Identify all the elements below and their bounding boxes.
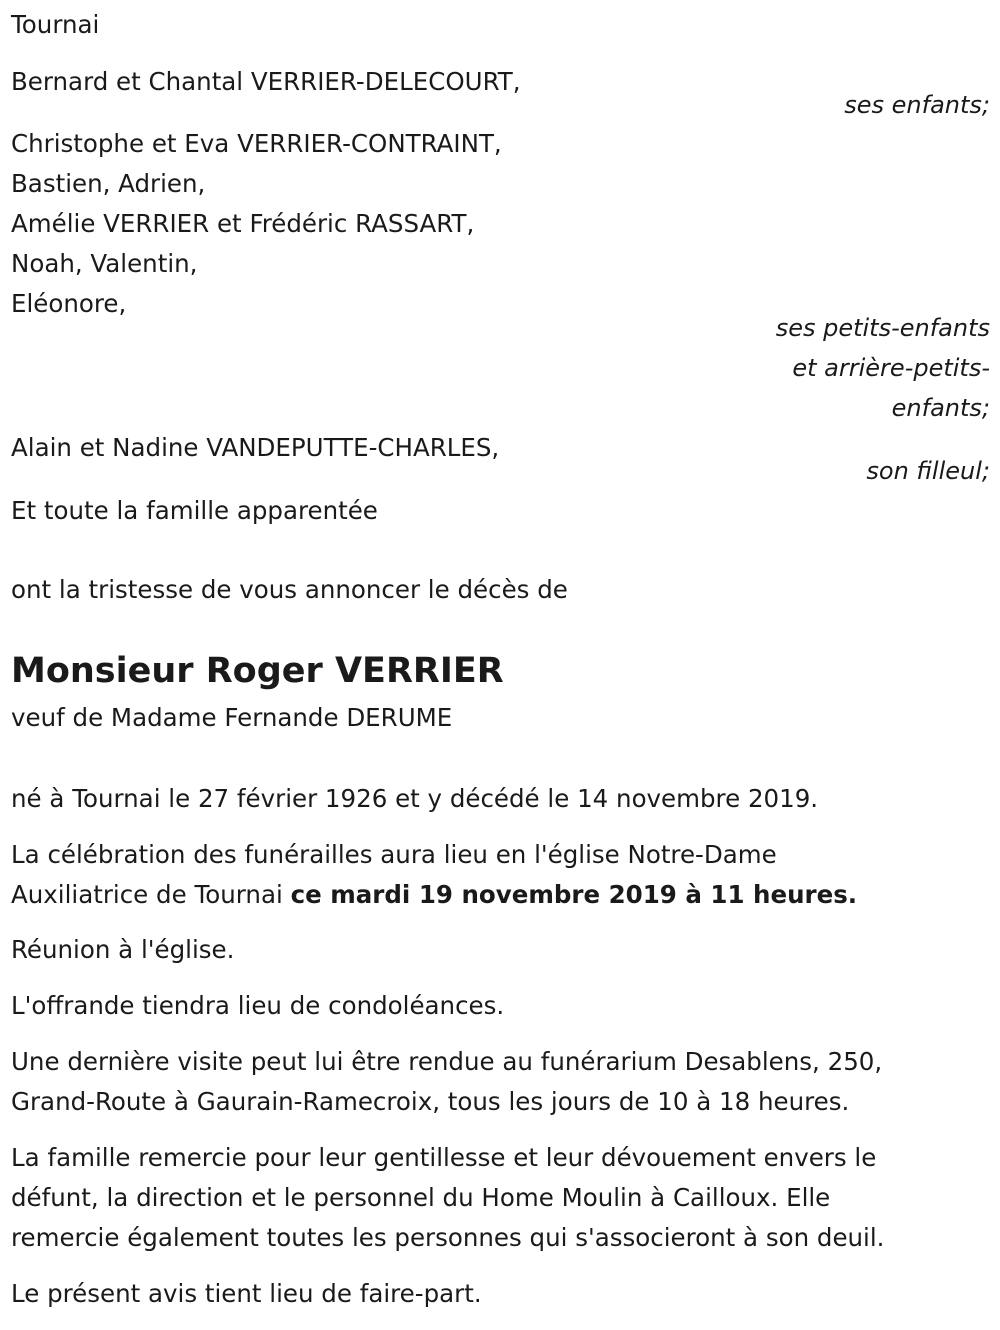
- ceremony-location: Auxiliatrice de Tournai: [11, 880, 291, 909]
- grandchildren-role: ses petits-enfants: [775, 314, 990, 342]
- grandchild-line: Christophe et Eva VERRIER-CONTRAINT,: [11, 129, 502, 158]
- announcement: ont la tristesse de vous annoncer le décès de: [11, 575, 568, 604]
- ceremony-datetime: ce mardi 19 novembre 2019 à 11 heures.: [290, 880, 858, 909]
- grandchildren-role: enfants;: [891, 394, 990, 422]
- deceased-spouse: veuf de Madame Fernande DERUME: [11, 703, 453, 732]
- closing: Le présent avis tient lieu de faire-part.: [11, 1279, 482, 1308]
- visit-line: Grand-Route à Gaurain-Ramecroix, tous les jours de 10 à 18 heures.: [11, 1087, 850, 1116]
- ceremony-line: [11, 875, 857, 915]
- deceased-name: Monsieur Roger VERRIER: [11, 651, 504, 691]
- city-heading: Tournai: [11, 10, 100, 39]
- thanks-line: La famille remercie pour leur gentillesse et leur dévouement envers le: [11, 1143, 877, 1172]
- thanks-line: remercie également toutes les personnes qui s'associeront à son deuil.: [11, 1223, 885, 1252]
- extended-family: Et toute la famille apparentée: [11, 496, 378, 525]
- grandchildren-role: et arrière-petits-: [792, 354, 990, 382]
- meeting: Réunion à l'église.: [11, 935, 235, 964]
- grandchild-line: Noah, Valentin,: [11, 249, 198, 278]
- godson-names: Alain et Nadine VANDEPUTTE-CHARLES,: [11, 433, 500, 462]
- ceremony-line: La célébration des funérailles aura lieu en l'église Notre-Dame: [11, 840, 777, 869]
- grandchild-line: Eléonore,: [11, 289, 127, 318]
- offering: L'offrande tiendra lieu de condoléances.: [11, 991, 505, 1020]
- children-role: ses enfants;: [844, 91, 990, 119]
- children-names: Bernard et Chantal VERRIER-DELECOURT,: [11, 67, 521, 96]
- godson-role: son filleul;: [866, 457, 990, 485]
- thanks-line: défunt, la direction et le personnel du Home Moulin à Cailloux. Elle: [11, 1183, 831, 1212]
- birth-death: né à Tournai le 27 février 1926 et y décédé le 14 novembre 2019.: [11, 784, 819, 813]
- grandchild-line: Bastien, Adrien,: [11, 169, 206, 198]
- visit-line: Une dernière visite peut lui être rendue au funérarium Desablens, 250,: [11, 1047, 883, 1076]
- grandchild-line: Amélie VERRIER et Frédéric RASSART,: [11, 209, 475, 238]
